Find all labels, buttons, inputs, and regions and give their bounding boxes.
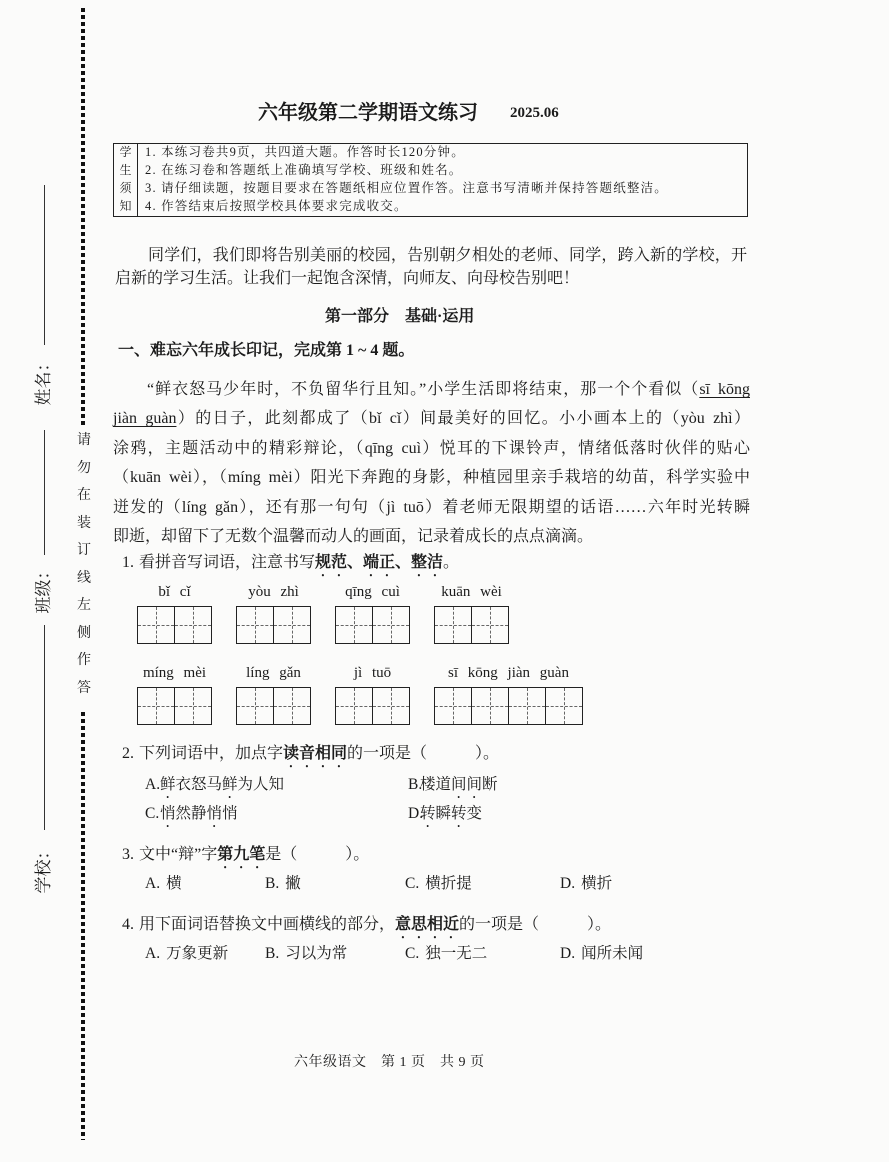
word-part: 断 — [482, 776, 498, 793]
tianzige-cell — [237, 607, 273, 643]
dotted-char: 悄 — [206, 805, 223, 822]
option-letter: C. — [405, 875, 420, 892]
binding-notice-char: 线 — [77, 570, 91, 586]
question-3-prompt — [122, 845, 369, 872]
answer-grid — [137, 687, 212, 725]
dotted-char: 间 — [466, 776, 483, 793]
answer-grid — [335, 606, 410, 644]
word-part: 变 — [466, 805, 483, 822]
word-part: 悄 — [222, 805, 238, 822]
word-part: 为人知 — [237, 776, 285, 793]
option-word — [451, 804, 482, 833]
binding-notice-char: 勿 — [77, 460, 91, 476]
option-word — [160, 804, 191, 833]
option-text: 横折提 — [425, 875, 472, 892]
word-part: 衣怒马 — [175, 776, 223, 793]
tianzige-cell — [372, 607, 409, 643]
name-label: 姓名： — [34, 354, 53, 406]
binding-notice-char: 侧 — [77, 625, 91, 641]
pinyin-group — [137, 580, 212, 644]
option-letter: D. — [408, 805, 424, 822]
question-4-options — [145, 944, 643, 964]
student-notice-box — [113, 143, 748, 217]
tianzige-cell — [435, 607, 471, 643]
pinyin-label: míng mèi — [142, 665, 207, 681]
part-heading: 第一部分 基础·运用 — [325, 308, 475, 325]
question-1-prompt — [122, 553, 459, 580]
tianzige-cell — [174, 607, 211, 643]
tianzige-cell — [372, 688, 409, 724]
intro-paragraph — [115, 244, 747, 290]
question-number: 4. — [122, 916, 134, 933]
pinyin-group — [434, 661, 583, 725]
option-letter: D. — [560, 875, 576, 892]
class-blank-line — [44, 430, 45, 555]
exam-title: 六年级第二学期语文练习 — [258, 102, 478, 124]
name-blank-line — [44, 185, 45, 345]
option-text: 横 — [166, 875, 182, 892]
option-text: 闻所未闻 — [581, 945, 644, 962]
passage-line — [113, 375, 750, 404]
word-part: 楼道 — [420, 776, 452, 793]
dotted-char: 间 — [451, 776, 467, 793]
question-number: 2. — [122, 745, 134, 762]
answer-grid — [434, 606, 509, 644]
pinyin-group — [236, 661, 311, 725]
question-text: 看拼音写词语，注意书写 — [139, 554, 316, 571]
binding-notice-char: 在 — [77, 488, 91, 503]
emphasized-text: 规范、端正、整洁 — [315, 554, 444, 571]
option-word — [420, 775, 467, 804]
answer-grid — [236, 606, 311, 644]
class-label: 班级： — [34, 562, 53, 614]
binding-notice-char: 答 — [77, 680, 91, 696]
binding-dotted-line-bottom — [81, 712, 85, 1140]
question-text-end: 是（ ）。 — [265, 846, 370, 863]
answer-grid — [137, 606, 212, 644]
option-letter: A. — [145, 875, 161, 892]
pinyin-label: jì tuō — [353, 665, 392, 681]
option-text: 万象更新 — [166, 945, 229, 962]
notice-row — [114, 198, 747, 216]
option-d — [560, 874, 612, 894]
word-part: 然 — [175, 805, 192, 822]
dotted-char: 转 — [451, 805, 467, 822]
exam-date: 2025.06 — [510, 105, 559, 121]
option-c — [405, 874, 560, 894]
notice-item: 2. 在练习卷和答题纸上准确填写学校、班级和姓名。 — [145, 163, 463, 178]
pinyin-group — [335, 661, 410, 725]
passage-text: ）的日子，此刻都成了（bǐ cǐ）间最美好的回忆。小小画本上的（yòu zhì） — [176, 410, 750, 428]
binding-notice-char: 订 — [77, 543, 91, 558]
option-b — [265, 944, 405, 964]
option-text: 习以为常 — [285, 945, 348, 962]
school-label: 学校： — [34, 842, 53, 894]
option-word — [467, 775, 498, 804]
pinyin-row-2 — [137, 661, 583, 725]
option-text: 独一无二 — [425, 945, 488, 962]
tianzige-cell — [273, 688, 310, 724]
word-part: 静 — [191, 805, 207, 822]
option-a — [145, 944, 265, 964]
option-letter: A. — [145, 945, 161, 962]
pinyin-group — [434, 580, 509, 644]
underlined-pinyin: sī kōng — [699, 381, 750, 398]
binding-line-notice — [74, 427, 94, 702]
tianzige-cell — [336, 607, 372, 643]
question-4-prompt — [122, 915, 611, 942]
option-b — [408, 775, 498, 804]
option-letter: B. — [265, 945, 280, 962]
underlined-pinyin: jiàn guàn — [113, 410, 177, 428]
dotted-char: 鲜 — [222, 776, 238, 793]
question-3-options — [145, 874, 612, 894]
notice-item: 1. 本练习卷共9页，共四道大题。作答时长120分钟。 — [145, 145, 465, 160]
pinyin-label: bǐ cǐ — [158, 584, 191, 600]
option-word — [160, 775, 222, 804]
notice-row — [114, 144, 747, 162]
option-letter: B. — [408, 776, 423, 793]
dotted-char: 转 — [420, 805, 436, 822]
question-text: 用下面词语替换文中画横线的部分， — [139, 916, 396, 933]
option-letter: D. — [560, 945, 576, 962]
word-part: 瞬 — [435, 805, 452, 822]
option-b — [265, 874, 405, 894]
notice-label-char: 学 — [114, 144, 138, 162]
passage-text: “鲜衣怒马少年时，不负留华行且知。”小学生活即将结束，那一个个看似（ — [147, 381, 700, 398]
emphasized-text: 意思相近 — [395, 916, 460, 933]
tianzige-cell — [471, 688, 508, 724]
option-letter: A. — [145, 776, 161, 793]
option-letter: B. — [265, 875, 280, 892]
binding-notice-char: 请 — [77, 433, 91, 448]
binding-notice-char: 作 — [77, 653, 91, 668]
notice-label-char: 生 — [114, 162, 138, 180]
reading-passage — [113, 375, 750, 551]
tianzige-cell — [273, 607, 310, 643]
emphasized-text: 第九笔 — [217, 846, 266, 863]
binding-notice-char: 装 — [77, 515, 91, 531]
school-blank-line — [44, 625, 45, 830]
tianzige-cell — [508, 688, 545, 724]
pinyin-row-1 — [137, 580, 509, 644]
option-word — [420, 804, 451, 833]
notice-label-char: 须 — [114, 180, 138, 198]
notice-label-char: 知 — [114, 198, 138, 216]
pinyin-group — [335, 580, 410, 644]
pinyin-label: sī kōng jiàn guàn — [448, 665, 569, 681]
option-d — [560, 944, 643, 964]
option-c — [145, 804, 408, 833]
option-letter: C. — [405, 945, 420, 962]
option-text: 撇 — [285, 875, 301, 892]
tianzige-cell — [471, 607, 508, 643]
question-text: 下列词语中，加点字 — [139, 745, 284, 762]
option-c — [405, 944, 560, 964]
pinyin-label: kuān wèi — [441, 584, 502, 600]
dotted-char: 鲜 — [160, 776, 176, 793]
option-word — [222, 775, 284, 804]
passage-line: （kuān wèi），（míng mèi）阳光下奔跑的身影，种植园里亲手栽培的幼苗，科学实验中 — [113, 469, 750, 487]
answer-grid — [236, 687, 311, 725]
question-text-end: 。 — [443, 554, 460, 571]
tianzige-cell — [435, 688, 471, 724]
passage-line: 即逝，却留下了无数个温馨而动人的画面，记录着成长的点点滴滴。 — [113, 528, 594, 546]
pinyin-label: yòu zhì — [248, 584, 299, 600]
question-2-options — [145, 775, 498, 833]
notice-row — [114, 180, 747, 198]
notice-table — [114, 144, 747, 216]
option-word — [191, 804, 238, 833]
question-text-end: 的一项是（ ）。 — [347, 745, 500, 762]
notice-row — [114, 162, 747, 180]
tianzige-cell — [138, 607, 174, 643]
section-title: 一、难忘六年成长印记，完成第 1 ~ 4 题。 — [118, 342, 415, 359]
tianzige-cell — [545, 688, 582, 724]
option-d — [408, 804, 498, 833]
emphasized-text: 读音相同 — [283, 745, 348, 762]
answer-grid — [335, 687, 410, 725]
option-text: 横折 — [581, 875, 613, 892]
pinyin-label: qīng cuì — [345, 584, 400, 600]
intro-line: 同学们，我们即将告别美丽的校园，告别朝夕相处的老师、同学，跨入新的学校，开 — [148, 247, 747, 264]
tianzige-cell — [237, 688, 273, 724]
question-text-end: 的一项是（ ）。 — [459, 916, 612, 933]
binding-notice-char: 左 — [77, 598, 91, 613]
question-number: 3. — [122, 846, 134, 863]
pinyin-label: líng gǎn — [246, 665, 301, 681]
notice-item: 3. 请仔细读题，按题目要求在答题纸相应位置作答。注意书写清晰并保持答题纸整洁。 — [145, 181, 669, 196]
question-2-prompt — [122, 744, 499, 771]
question-number: 1. — [122, 554, 134, 571]
option-a — [145, 874, 265, 894]
question-text: 文中“辩”字 — [139, 846, 218, 863]
passage-line: 迸发的（líng gǎn），还有那一句句（jì tuō）着老师无限期望的话语……六年时光转瞬 — [113, 498, 750, 516]
tianzige-cell — [174, 688, 211, 724]
answer-grid — [434, 687, 583, 725]
pinyin-group — [137, 661, 212, 725]
passage-line — [113, 404, 750, 433]
tianzige-cell — [336, 688, 372, 724]
page-footer: 六年级语文 第 1 页 共 9 页 — [294, 1055, 485, 1070]
passage-line: 涂鸦，主题活动中的精彩辩论，（qīng cuì）悦耳的下课铃声，情绪低落时伙伴的贴心 — [113, 439, 750, 457]
option-a — [145, 775, 408, 804]
tianzige-cell — [138, 688, 174, 724]
option-letter: C. — [145, 805, 160, 822]
dotted-char: 悄 — [160, 805, 176, 822]
binding-dotted-line-top — [81, 8, 85, 428]
notice-item: 4. 作答结束后按照学校具体要求完成收交。 — [145, 199, 408, 214]
intro-line: 启新的学习生活。让我们一起饱含深情，向师友、向母校告别吧！ — [115, 270, 580, 287]
pinyin-group — [236, 580, 311, 644]
